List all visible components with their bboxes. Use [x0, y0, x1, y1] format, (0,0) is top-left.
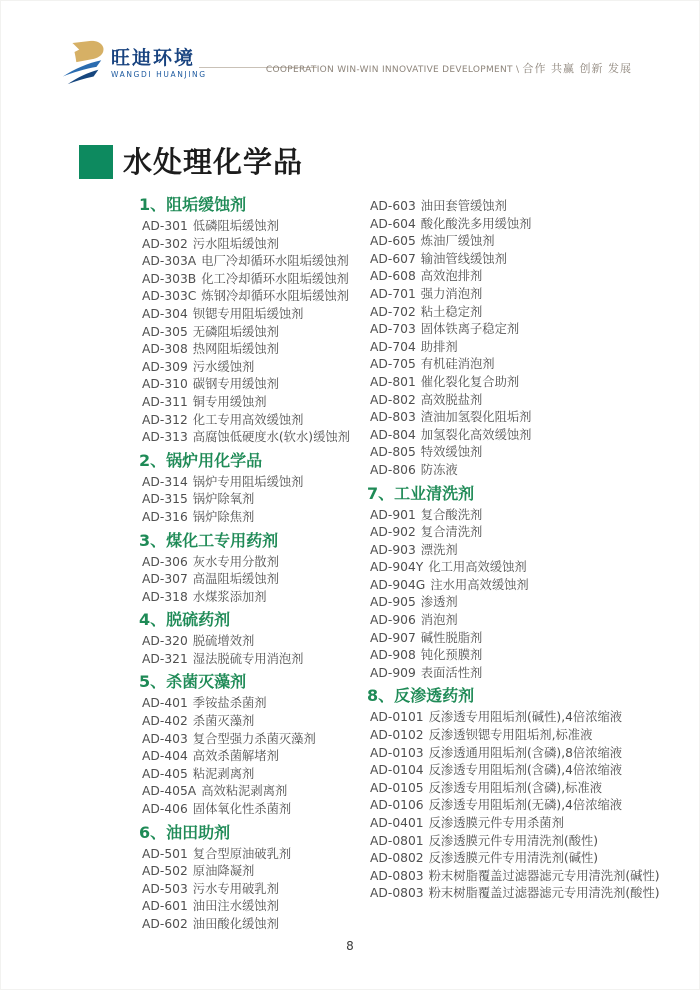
product-item	[367, 612, 687, 630]
product-code: AD-607	[370, 251, 416, 266]
product-name: 碱性脱脂剂	[420, 630, 483, 645]
section-heading: 7、工业清洗剂	[367, 483, 475, 503]
product-code: AD-908	[370, 648, 416, 663]
product-item	[367, 542, 687, 560]
product-code: AD-303B	[142, 271, 197, 286]
product-name: 反渗透专用阻垢剂(碱性),4倍浓缩液	[428, 710, 623, 725]
product-item	[367, 594, 687, 612]
product-item	[139, 271, 371, 289]
product-name: 加氢裂化高效缓蚀剂	[420, 427, 532, 442]
product-code: AD-0803	[370, 886, 424, 901]
product-name: 炼钢冷却循环水阻垢缓蚀剂	[201, 289, 349, 304]
product-item	[139, 359, 371, 377]
product-name: 高效泡排剂	[420, 269, 483, 284]
product-item	[139, 695, 371, 713]
product-code: AD-307	[142, 572, 188, 587]
product-item	[139, 651, 371, 669]
product-code: AD-321	[142, 651, 188, 666]
product-item	[367, 868, 687, 886]
product-code: AD-502	[142, 864, 188, 879]
product-name: 表面活性剂	[420, 665, 483, 680]
product-code: AD-401	[142, 696, 188, 711]
product-name: 粉末树脂覆盖过滤器滤元专用清洗剂(碱性)	[428, 868, 660, 883]
product-name: 化工用高效缓蚀剂	[428, 560, 527, 575]
product-name: 化工冷却循环水阻垢缓蚀剂	[201, 271, 349, 286]
title-square-marker	[79, 145, 113, 179]
product-code: AD-906	[370, 613, 416, 628]
product-code: AD-0802	[370, 851, 424, 866]
product-name: 水煤浆添加剂	[192, 589, 267, 604]
product-code: AD-318	[142, 589, 188, 604]
product-name: 污水阻垢缓蚀剂	[192, 236, 279, 251]
product-code: AD-0803	[370, 868, 424, 883]
product-item	[367, 727, 687, 745]
product-name: 复合酸洗剂	[420, 507, 483, 522]
product-name: 油田酸化缓蚀剂	[192, 917, 279, 931]
product-name: 低磷阻垢缓蚀剂	[192, 219, 279, 233]
section-heading: 8、反渗透药剂	[367, 686, 475, 706]
product-item	[139, 916, 371, 934]
product-item	[367, 409, 687, 427]
product-item	[367, 630, 687, 648]
product-item	[139, 236, 371, 254]
product-item	[367, 321, 687, 339]
section-heading: 2、锅炉用化学品	[139, 450, 263, 470]
product-code: AD-302	[142, 236, 188, 251]
product-name: 电厂冷却循环水阻垢缓蚀剂	[201, 254, 349, 269]
product-code: AD-0102	[370, 728, 424, 743]
product-name: 酸化酸洗多用缓蚀剂	[420, 216, 532, 231]
product-name: 高温阻垢缓蚀剂	[192, 572, 279, 587]
product-code: AD-904Y	[370, 560, 424, 575]
product-code: AD-0401	[370, 816, 424, 830]
product-item	[367, 216, 687, 234]
section-heading: 4、脱硫药剂	[139, 610, 231, 630]
product-name: 高效杀菌解堵剂	[192, 749, 279, 764]
product-name: 反渗透膜元件专用清洗剂(酸性)	[428, 833, 599, 848]
product-code: AD-404	[142, 749, 188, 764]
product-name: 油田注水缓蚀剂	[192, 899, 279, 914]
product-item	[139, 306, 371, 324]
product-name: 有机硅消泡剂	[420, 357, 495, 372]
product-item	[139, 731, 371, 749]
product-item	[367, 339, 687, 357]
product-code: AD-0105	[370, 780, 424, 795]
product-item	[139, 218, 371, 236]
product-code: AD-801	[370, 374, 416, 389]
product-code: AD-703	[370, 322, 416, 337]
product-item	[367, 268, 687, 286]
product-code: AD-903	[370, 542, 416, 557]
product-code: AD-312	[142, 412, 188, 427]
product-code: AD-320	[142, 634, 188, 649]
product-item	[139, 589, 371, 607]
product-item	[139, 766, 371, 784]
product-item	[139, 748, 371, 766]
product-item	[367, 507, 687, 525]
product-name: 高腐蚀低硬度水(软水)缓蚀剂	[192, 430, 350, 445]
product-name: 特效缓蚀剂	[420, 445, 483, 460]
product-name: 反渗透膜元件专用清洗剂(碱性)	[428, 851, 599, 866]
product-name: 助排剂	[420, 339, 458, 354]
product-item	[139, 801, 371, 819]
product-name: 防冻液	[420, 462, 458, 477]
product-code: AD-308	[142, 342, 188, 357]
product-name: 反渗透膜元件专用杀菌剂	[428, 816, 564, 830]
product-item	[367, 304, 687, 322]
product-item	[367, 392, 687, 410]
product-code: AD-0801	[370, 833, 424, 848]
product-item	[367, 762, 687, 780]
product-name: 输油管线缓蚀剂	[420, 251, 507, 266]
product-code: AD-603	[370, 199, 416, 213]
product-code: AD-301	[142, 219, 188, 233]
product-code: AD-501	[142, 846, 188, 861]
product-item	[139, 253, 371, 271]
product-code: AD-701	[370, 286, 416, 301]
product-item	[367, 356, 687, 374]
product-name: 高效脱盐剂	[420, 392, 483, 407]
product-item	[367, 427, 687, 445]
product-code: AD-803	[370, 410, 416, 425]
product-name: 化工专用高效缓蚀剂	[192, 412, 304, 427]
product-item	[367, 647, 687, 665]
product-code: AD-315	[142, 492, 188, 507]
header-tagline	[266, 60, 632, 76]
product-item	[367, 709, 687, 727]
product-name: 污水专用破乳剂	[192, 881, 279, 896]
product-item	[139, 571, 371, 589]
product-code: AD-503	[142, 881, 188, 896]
section-heading: 5、杀菌灭藻剂	[139, 672, 247, 692]
product-name: 消泡剂	[420, 613, 458, 628]
product-code: AD-806	[370, 462, 416, 477]
product-item	[139, 863, 371, 881]
page-title: 水处理化学品	[123, 145, 304, 179]
product-item	[139, 341, 371, 359]
catalog-column-left	[139, 191, 371, 934]
product-item	[139, 324, 371, 342]
product-name: 渣油加氢裂化阻垢剂	[420, 410, 532, 425]
product-code: AD-0101	[370, 710, 424, 725]
product-item	[367, 885, 687, 903]
product-name: 复合型强力杀菌灭藻剂	[192, 731, 316, 746]
product-item	[139, 633, 371, 651]
product-item	[367, 559, 687, 577]
product-item	[367, 444, 687, 462]
product-item	[139, 491, 371, 509]
product-item	[367, 745, 687, 763]
product-code: AD-313	[142, 430, 188, 445]
product-code: AD-316	[142, 509, 188, 524]
product-code: AD-901	[370, 507, 416, 522]
section-heading: 1、阻垢缓蚀剂	[139, 195, 247, 214]
product-name: 碳钢专用缓蚀剂	[192, 377, 279, 392]
product-code: AD-303C	[142, 289, 197, 304]
logo-name-en: WANGDI HUANJING	[111, 70, 207, 79]
product-item	[367, 665, 687, 683]
product-name: 反渗透专用阻垢剂(无磷),4倍浓缩液	[428, 798, 623, 813]
product-code: AD-702	[370, 304, 416, 319]
product-name: 反渗透专用阻垢剂(含磷),4倍浓缩液	[428, 763, 623, 778]
product-code: AD-406	[142, 802, 188, 817]
product-name: 钡锶专用阻垢缓蚀剂	[192, 306, 304, 321]
page-number: 8	[346, 939, 354, 953]
product-item	[139, 554, 371, 572]
product-code: AD-403	[142, 731, 188, 746]
product-code: AD-909	[370, 665, 416, 680]
product-name: 反渗透专用阻垢剂(含磷),标准液	[428, 780, 602, 795]
product-name: 污水缓蚀剂	[192, 359, 255, 374]
product-name: 热网阻垢缓蚀剂	[192, 342, 279, 357]
product-code: AD-904G	[370, 577, 426, 592]
product-code: AD-303A	[142, 254, 197, 269]
product-name: 漂洗剂	[420, 542, 458, 557]
product-item	[139, 288, 371, 306]
product-name: 粘泥剥离剂	[192, 766, 255, 781]
product-item	[139, 474, 371, 492]
product-code: AD-305	[142, 324, 188, 339]
product-code: AD-604	[370, 216, 416, 231]
product-item	[139, 881, 371, 899]
product-name: 季铵盐杀菌剂	[192, 696, 267, 711]
logo-text	[111, 47, 231, 79]
product-code: AD-907	[370, 630, 416, 645]
product-item	[139, 429, 371, 447]
product-item	[367, 233, 687, 251]
product-code: AD-905	[370, 595, 416, 610]
wangdi-logo-icon	[61, 39, 107, 91]
product-name: 催化裂化复合助剂	[420, 374, 520, 389]
product-code: AD-402	[142, 714, 188, 729]
product-item	[367, 374, 687, 392]
logo-name-cn: 旺迪环境	[111, 47, 196, 69]
product-name: 铜专用缓蚀剂	[192, 394, 267, 409]
product-code: AD-309	[142, 359, 188, 374]
product-name: 强力消泡剂	[420, 286, 483, 301]
section-heading: 6、油田助剂	[139, 822, 231, 842]
product-name: 钝化预膜剂	[420, 648, 483, 663]
product-item	[367, 815, 687, 833]
product-name: 粘土稳定剂	[420, 304, 483, 319]
product-code: AD-805	[370, 445, 416, 460]
product-name: 杀菌灭藻剂	[192, 714, 255, 729]
product-name: 湿法脱硫专用消泡剂	[192, 651, 304, 666]
product-name: 粉末树脂覆盖过滤器滤元专用清洗剂(酸性)	[428, 886, 660, 901]
product-code: AD-704	[370, 339, 416, 354]
product-code: AD-804	[370, 427, 416, 442]
product-name: 无磷阻垢缓蚀剂	[192, 324, 279, 339]
product-code: AD-306	[142, 554, 188, 569]
product-item	[367, 833, 687, 851]
product-code: AD-605	[370, 234, 416, 249]
product-code: AD-405	[142, 766, 188, 781]
product-item	[367, 797, 687, 815]
product-item	[367, 577, 687, 595]
product-code: AD-0106	[370, 798, 424, 813]
product-name: 渗透剂	[420, 595, 458, 610]
product-code: AD-705	[370, 357, 416, 372]
product-item	[139, 394, 371, 412]
product-item	[367, 524, 687, 542]
product-name: 锅炉除氧剂	[192, 492, 255, 507]
product-name: 炼油厂缓蚀剂	[420, 234, 495, 249]
product-item	[139, 783, 371, 801]
product-name: 高效粘泥剥离剂	[201, 784, 288, 799]
product-name: 灰水专用分散剂	[192, 554, 279, 569]
tagline-en: COOPERATION WIN-WIN INNOVATIVE DEVELOPMENT \	[265, 65, 523, 75]
product-code: AD-601	[142, 899, 188, 914]
product-code: AD-405A	[142, 784, 197, 799]
product-code: AD-802	[370, 392, 416, 407]
product-name: 复合清洗剂	[420, 525, 483, 540]
product-item	[139, 509, 371, 527]
product-name: 反渗透通用阻垢剂(含磷),8倍浓缩液	[428, 745, 623, 760]
product-item	[367, 198, 687, 216]
tagline-cn: 合作 共赢 创新 发展	[522, 62, 632, 75]
product-item	[367, 850, 687, 868]
product-item	[139, 412, 371, 430]
product-code: AD-602	[142, 917, 188, 931]
product-name: 固体氧化性杀菌剂	[192, 802, 292, 817]
product-name: 原油降凝剂	[192, 864, 255, 879]
product-item	[139, 376, 371, 394]
product-name: 锅炉专用阻垢缓蚀剂	[192, 474, 304, 489]
title-block	[79, 144, 303, 180]
product-code: AD-902	[370, 525, 416, 540]
product-code: AD-0104	[370, 763, 424, 778]
product-name: 脱硫增效剂	[192, 634, 255, 649]
product-item	[367, 251, 687, 269]
product-code: AD-0103	[370, 745, 424, 760]
product-name: 锅炉除焦剂	[192, 509, 255, 524]
section-heading: 3、煤化工专用药剂	[139, 530, 279, 550]
product-name: 反渗透钡锶专用阻垢剂,标准液	[428, 728, 593, 743]
product-item	[139, 713, 371, 731]
product-name: 注水用高效缓蚀剂	[430, 577, 529, 592]
product-item	[139, 898, 371, 916]
product-item	[139, 846, 371, 864]
product-code: AD-304	[142, 306, 188, 321]
product-item	[367, 780, 687, 798]
product-name: 复合型原油破乳剂	[192, 846, 292, 861]
product-code: AD-311	[142, 394, 188, 409]
product-code: AD-310	[142, 377, 188, 392]
product-item	[367, 286, 687, 304]
product-item	[367, 462, 687, 480]
product-name: 油田套管缓蚀剂	[420, 199, 507, 213]
product-code: AD-608	[370, 269, 416, 284]
product-name: 固体铁离子稳定剂	[420, 322, 520, 337]
product-code: AD-314	[142, 474, 188, 489]
catalog-column-right	[367, 191, 687, 903]
